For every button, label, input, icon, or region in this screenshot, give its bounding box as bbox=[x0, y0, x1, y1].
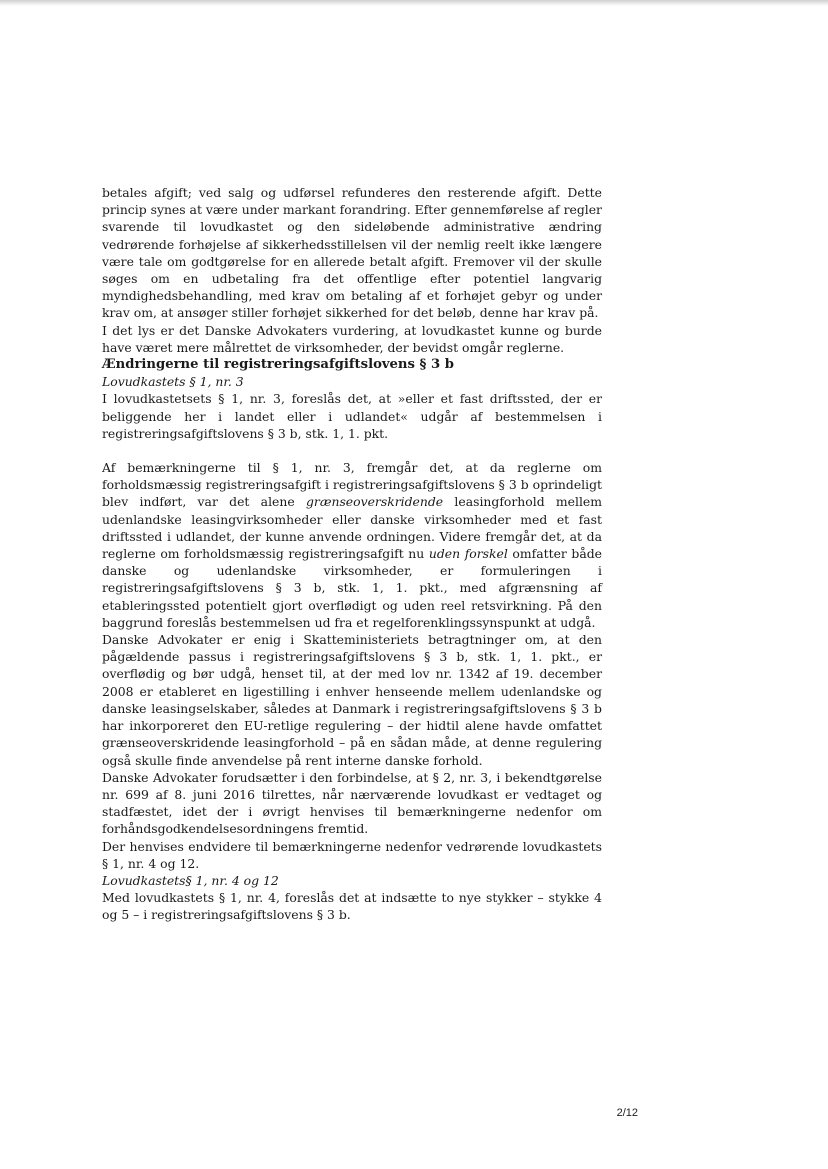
paragraph-assessment: I det lys er det Danske Advokaters vurdering, at lovudkastet kunne og burde have været mere målrettet de virksomheder, der bevidst omgår reglerne. bbox=[102, 322, 602, 355]
remarks-text-3: omfatter både danske og udenlandske virksomheder, er formuleringen i registreringsafgiftslovens § 3 b, stk. 1, 1. pkt., med afgrænsning af etableringssted potentielt gjort overflødigt og uden reel retsvirkning. På den baggrund foreslås bestemmelsen ud fra et regelforenklingssynspunkt at udgå. bbox=[102, 546, 602, 630]
remarks-emphasis-2: uden forskel bbox=[428, 546, 508, 562]
page-number: 2/12 bbox=[616, 1107, 638, 1119]
paragraph-reference: Der henvises endvidere til bemærkningerne nedenfor vedrørende lovudkastets § 1, nr. 4 og 12. bbox=[102, 838, 602, 871]
section-lovudkast-1-3 bbox=[102, 373, 602, 442]
remarks-emphasis-1: grænseoverskridende bbox=[305, 494, 444, 510]
section-lovudkast-1-4-12 bbox=[102, 872, 602, 924]
paragraph-refund-principle: betales afgift; ved salg og udførsel refunderes den resterende afgift. Dette princip synes at være under markant forandring. Efter gennemførelse af regler svarende til lovudkastet og den sideløbende administrative ændring vedrørende forhøjelse af sikkerhedsstillelsen vil der nemlig reelt ikke længere være tale om godtgørelse for en allerede betalt afgift. Fremover vil der skulle søges om en udbetaling fra det offentlige efter potentiel langvarig myndighedsbehandling, med krav om betaling af et forhøjet gebyr og under krav om, at ansøger stiller forhøjet sikkerhed for det beløb, denne har krav på. bbox=[102, 185, 602, 321]
scan-edge bbox=[0, 0, 828, 6]
document-body bbox=[102, 184, 602, 924]
remarks-text-2: leasingforhold mellem udenlandske leasingvirksomheder eller danske virksomheder med et fast driftssted i udlandet, der kunne anvende ordningen. Videre fremgår det, at da reglerne om forholdsmæssig registreringsafgift nu bbox=[102, 494, 603, 562]
subsection-title-2: Lovudkastets§ 1, nr. 4 og 12 bbox=[102, 872, 279, 888]
paragraph-precondition: Danske Advokater forudsætter i den forbindelse, at § 2, nr. 3, i bekendtgørelse nr. 699 af 8. juni 2016 tilrettes, når nærværende lovudkast er vedtaget og stadfæstet, idet der i øvrigt henvises til bemærkningerne nedenfor om forhåndsgodkendelsesordningens fremtid. bbox=[102, 769, 602, 837]
paragraph-proposal: I lovudkastetsets § 1, nr. 3, foreslås det, at »eller et fast driftssted, der er beliggende her i landet eller i udlandet« udgår af bestemmelsen i registreringsafgiftslovens § 3 b, stk. 1, 1. pkt. bbox=[102, 391, 602, 441]
remarks-text-1: Af bemærkningerne til § 1, nr. 3, fremgår det, at da reglerne om forholdsmæssig registreringsafgift i registreringsafgiftslovens § 3 b oprindeligt blev indført, var det alene bbox=[102, 460, 602, 510]
paragraph-remarks bbox=[102, 459, 602, 631]
paragraph-new-paragraphs: Med lovudkastets § 1, nr. 4, foreslås det at indsætte to nye stykker – stykke 4 og 5 – i registreringsafgiftslovens § 3 b. bbox=[102, 890, 602, 923]
section-heading: Ændringerne til registreringsafgiftslovens § 3 b bbox=[102, 357, 455, 373]
subsection-title: Lovudkastets § 1, nr. 3 bbox=[102, 374, 244, 390]
paragraph-agreement: Danske Advokater er enig i Skatteministeriets betragtninger om, at den pågældende passus i registreringsafgiftslovens § 3 b, stk. 1, 1. pkt., er overflødig og bør udgå, henset til, at der med lov nr. 1342 af 19. december 2008 er etableret en ligestilling i enhver henseende mellem udenlandske og danske leasingselskaber, således at Danmark i registreringsafgiftslovens § 3 b har inkorporeret den EU-retlige regulering – der hidtil alene havde omfattet grænseoverskridende leasingforhold – på en sådan måde, at denne regulering også skulle finde anvendelse på rent interne danske forhold. bbox=[102, 632, 602, 768]
